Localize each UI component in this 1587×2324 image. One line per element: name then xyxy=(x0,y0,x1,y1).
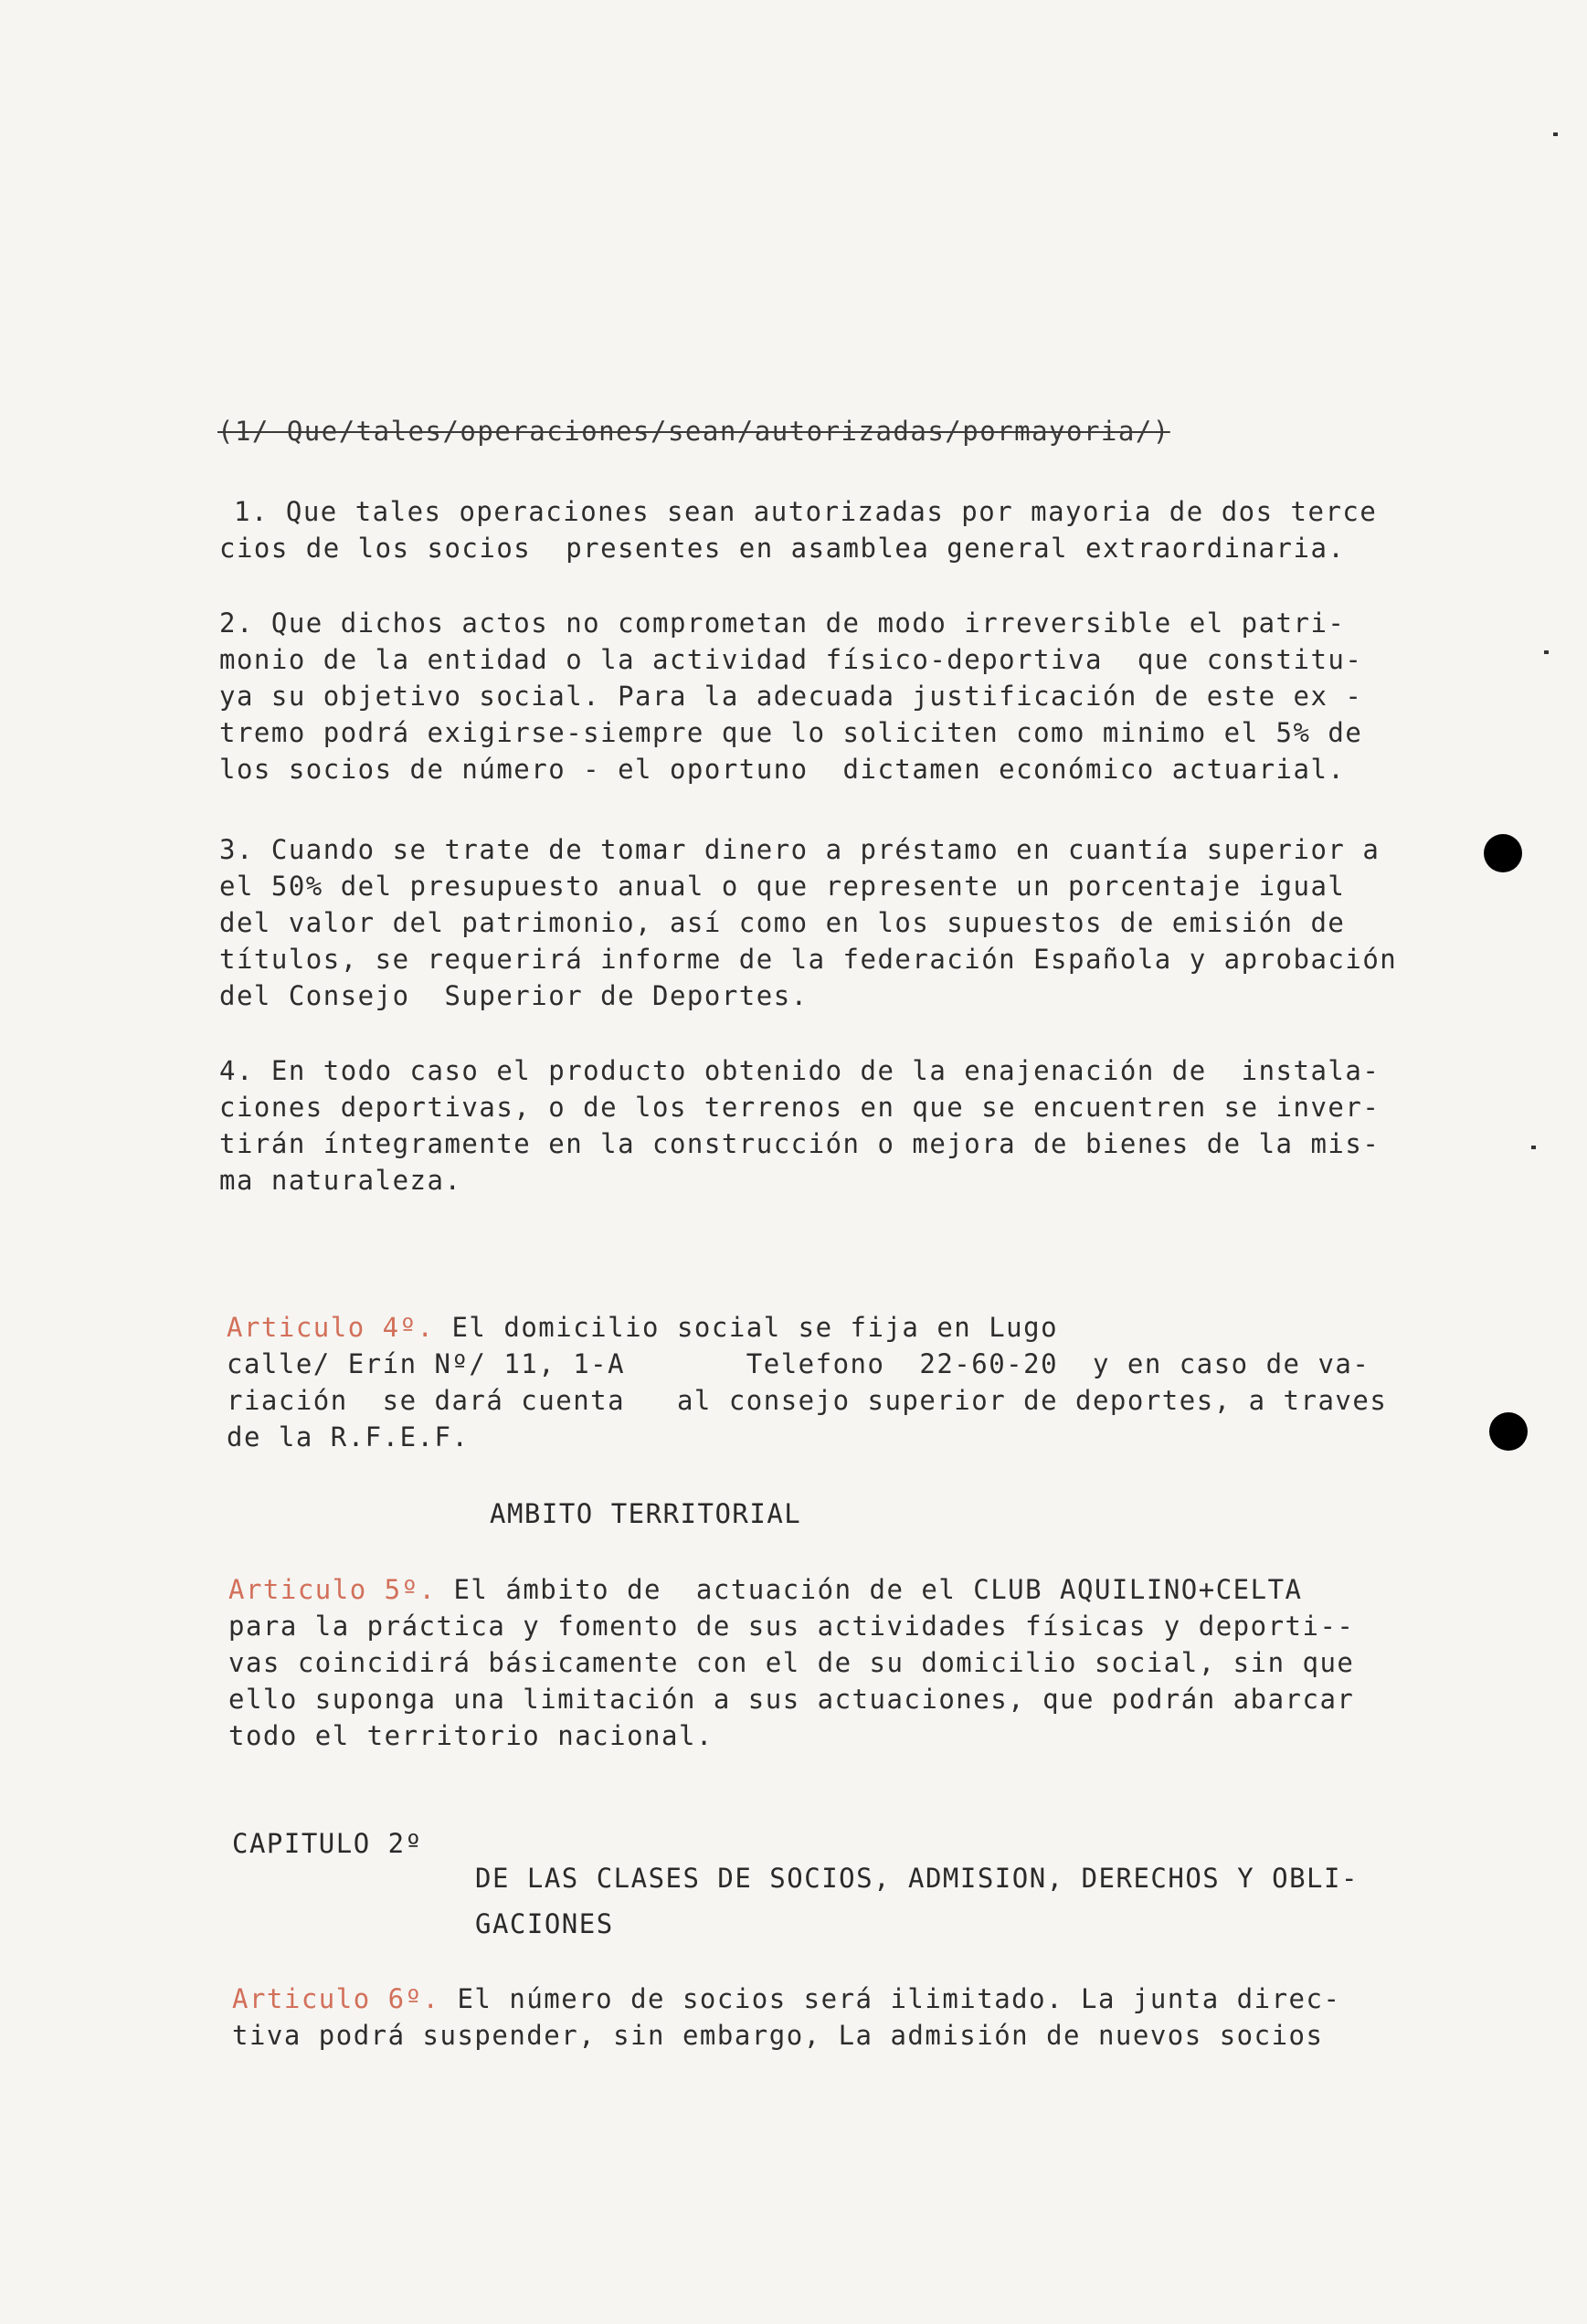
margin-speck xyxy=(1544,650,1549,654)
item-2-line-5: los socios de número - el oportuno dictamen económico actuarial. xyxy=(219,754,1346,785)
item-4-line-4: ma naturaleza. xyxy=(219,1165,462,1196)
articulo-4-line-4: de la R.F.E.F. xyxy=(227,1421,470,1452)
articulo-4-label: Articulo 4º. xyxy=(227,1312,435,1343)
articulo-5-line-1 xyxy=(228,1571,1303,1608)
articulo-5-text: El ámbito de actuación de el CLUB AQUILINO+CELTA xyxy=(436,1574,1303,1605)
item-2-line-3: ya su objetivo social. Para la adecuada justificación de este ex - xyxy=(219,681,1363,712)
capitulo-label: CAPITULO 2º xyxy=(232,1828,423,1859)
hole-punch-mark-bottom xyxy=(1489,1412,1528,1451)
articulo-5-line-3: vas coincidirá básicamente con el de su domicilio social, sin que xyxy=(228,1647,1355,1678)
articulo-5-label: Articulo 5º. xyxy=(228,1574,437,1605)
margin-speck xyxy=(1531,1146,1536,1149)
articulo-6-label: Articulo 6º. xyxy=(232,1983,440,2014)
item-2-line-2: monio de la entidad o la actividad físico-deportiva que constitu- xyxy=(219,644,1363,675)
capitulo-title-line-2: GACIONES xyxy=(475,1908,614,1939)
articulo-4-line-2: calle/ Erín Nº/ 11, 1-A Telefono 22-60-20 y en caso de va- xyxy=(227,1348,1370,1379)
articulo-6-line-2: tiva podrá suspender, sin embargo, La admisión de nuevos socios xyxy=(232,2020,1324,2051)
item-1-line-2: cios de los socios presentes en asamblea general extraordinaria. xyxy=(219,533,1346,564)
struck-out-line: (1/ Que/tales/operaciones/sean/autorizadas/pormayoria/) xyxy=(217,416,1170,447)
item-2-line-1: 2. Que dichos actos no comprometan de modo irreversible el patri- xyxy=(219,607,1346,639)
articulo-5-line-2: para la práctica y fomento de sus actividades físicas y deporti-- xyxy=(228,1611,1355,1642)
articulo-4-text: El domicilio social se fija en Lugo xyxy=(434,1312,1059,1343)
articulo-4-line-3: riación se dará cuenta al consejo superior de deportes, a traves xyxy=(227,1385,1388,1416)
articulo-6-line-1 xyxy=(232,1981,1340,2017)
item-4-line-1: 4. En todo caso el producto obtenido de la enajenación de instala- xyxy=(219,1055,1381,1086)
articulo-4-line-1 xyxy=(227,1309,1058,1346)
capitulo-title-line-1: DE LAS CLASES DE SOCIOS, ADMISION, DERECHOS Y OBLI- xyxy=(475,1863,1359,1894)
item-1-line-1: 1. Que tales operaciones sean autorizadas por mayoria de dos terce xyxy=(234,496,1378,527)
item-4-line-2: ciones deportivas, o de los terrenos en que se encuentren se inver- xyxy=(219,1092,1381,1123)
item-3-line-4: títulos, se requerirá informe de la federación Española y aprobación xyxy=(219,944,1398,975)
margin-speck xyxy=(1553,132,1558,136)
item-3-line-3: del valor del patrimonio, así como en los supuestos de emisión de xyxy=(219,907,1346,938)
item-4-line-3: tirán íntegramente en la construcción o mejora de bienes de la mis- xyxy=(219,1128,1381,1159)
hole-punch-mark-top xyxy=(1484,834,1522,872)
articulo-5-line-5: todo el territorio nacional. xyxy=(228,1720,714,1751)
articulo-5-line-4: ello suponga una limitación a sus actuaciones, que podrán abarcar xyxy=(228,1684,1355,1715)
articulo-6-text: El número de socios será ilimitado. La junta direc- xyxy=(439,1983,1341,2014)
item-3-line-1: 3. Cuando se trate de tomar dinero a préstamo en cuantía superior a xyxy=(219,834,1381,865)
item-3-line-2: el 50% del presupuesto anual o que represente un porcentaje igual xyxy=(219,871,1346,902)
item-3-line-5: del Consejo Superior de Deportes. xyxy=(219,980,809,1011)
ambito-territorial-heading: AMBITO TERRITORIAL xyxy=(490,1498,802,1529)
item-2-line-4: tremo podrá exigirse-siempre que lo soliciten como minimo el 5% de xyxy=(219,717,1363,748)
